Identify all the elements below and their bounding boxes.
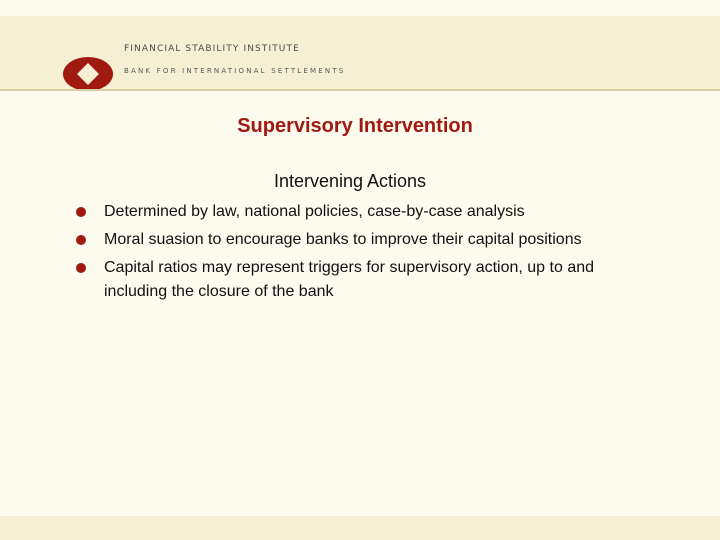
org-subtitle: BANK FOR INTERNATIONAL SETTLEMENTS <box>124 67 346 75</box>
bullet-item <box>76 256 646 304</box>
footer-band <box>0 516 720 540</box>
bullet-text: Determined by law, national policies, case-by-case analysis <box>104 203 525 220</box>
bullet-dot-icon <box>76 235 86 245</box>
bullet-dot-icon <box>76 207 86 217</box>
bullet-list <box>76 200 646 308</box>
bullet-text: Moral suasion to encourage banks to improve their capital positions <box>104 231 582 248</box>
slide-title: Supervisory Intervention <box>237 115 473 137</box>
header-band <box>0 16 720 89</box>
header-divider <box>0 89 720 91</box>
org-title: FINANCIAL STABILITY INSTITUTE <box>124 44 300 54</box>
bis-logo-icon <box>62 56 114 92</box>
bullet-dot-icon <box>76 263 86 273</box>
bullet-item <box>76 228 646 252</box>
section-heading: Intervening Actions <box>273 171 427 191</box>
bullet-item <box>76 200 646 224</box>
bullet-text: Capital ratios may represent triggers for supervisory action, up to and including the closure of the bank <box>104 259 595 300</box>
